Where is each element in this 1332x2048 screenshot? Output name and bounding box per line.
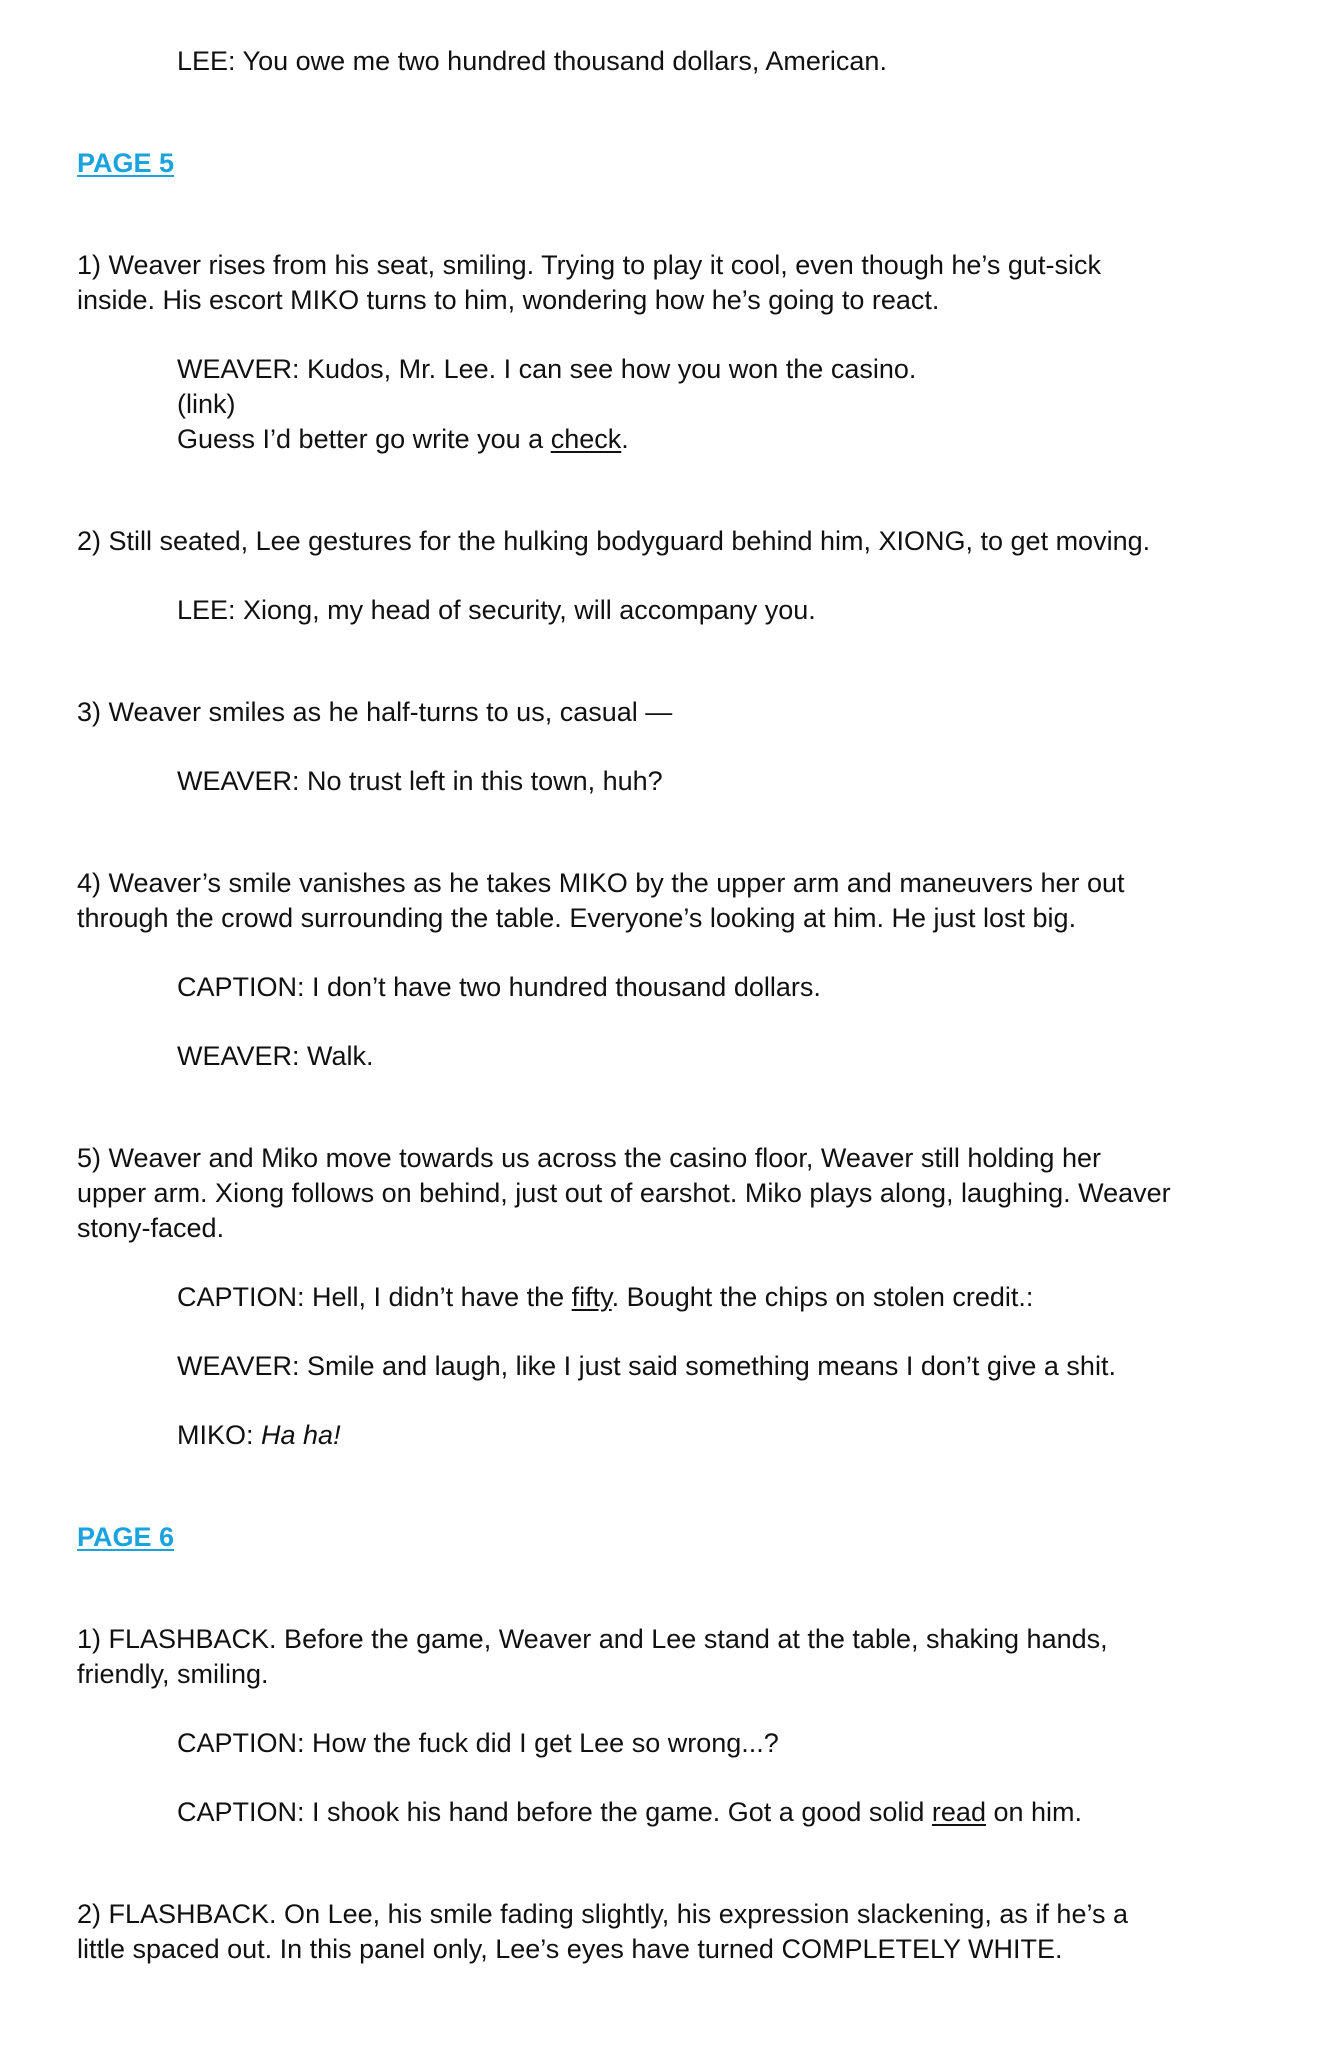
page-5-heading: PAGE 5 (77, 148, 175, 178)
dialogue-line: WEAVER: Smile and laugh, like I just said something means I don’t give a shit. (177, 1351, 1116, 1381)
dialogue-line (177, 1418, 341, 1453)
panel-description: 4) Weaver’s smile vanishes as he takes MIKO by the upper arm and maneuvers her out (77, 868, 1125, 898)
dialogue-line (177, 1795, 1082, 1830)
dialogue-text: Guess I’d better go write you a (177, 424, 551, 454)
dialogue-line: CAPTION: I don’t have two hundred thousand dollars. (177, 972, 821, 1002)
underlined-word: read (931, 1797, 986, 1827)
dialogue-text: CAPTION: Hell, I didn’t have the (177, 1282, 572, 1312)
panel-description: 2) FLASHBACK. On Lee, his smile fading slightly, his expression slackening, as if he’s a (77, 1899, 1128, 1929)
panel-description: 2) Still seated, Lee gestures for the hulking bodyguard behind him, XIONG, to get moving. (77, 526, 1151, 556)
dialogue-text: MIKO: (177, 1420, 262, 1450)
panel-description: 3) Weaver smiles as he half-turns to us, casual — (77, 697, 673, 727)
page-6-heading: PAGE 6 (77, 1522, 175, 1552)
dialogue-line: LEE: You owe me two hundred thousand dollars, American. (177, 46, 887, 76)
dialogue-line: WEAVER: Kudos, Mr. Lee. I can see how you won the casino. (177, 354, 917, 384)
panel-description: upper arm. Xiong follows on behind, just out of earshot. Miko plays along, laughing. Weaver (77, 1178, 1171, 1208)
panel-description: friendly, smiling. (77, 1659, 269, 1689)
dialogue-line: CAPTION: How the fuck did I get Lee so wrong...? (177, 1728, 779, 1758)
panel-description: stony-faced. (77, 1213, 225, 1243)
panel-description: inside. His escort MIKO turns to him, wondering how he’s going to react. (77, 285, 940, 315)
panel-description: 1) Weaver rises from his seat, smiling. Trying to play it cool, even though he’s gut-sick (77, 250, 1101, 280)
dialogue-line (177, 1280, 1033, 1315)
panel-description: 5) Weaver and Miko move towards us across the casino floor, Weaver still holding her (77, 1143, 1101, 1173)
dialogue-line: WEAVER: Walk. (177, 1041, 374, 1071)
panel-description: 1) FLASHBACK. Before the game, Weaver and Lee stand at the table, shaking hands, (77, 1624, 1108, 1654)
italic-dialogue: Ha ha! (261, 1420, 341, 1450)
underlined-word: check (550, 424, 622, 454)
underlined-word: fifty (571, 1282, 612, 1312)
dialogue-line: WEAVER: No trust left in this town, huh? (177, 766, 663, 796)
dialogue-line: LEE: Xiong, my head of security, will accompany you. (177, 595, 816, 625)
dialogue-line: (link) (177, 389, 236, 419)
dialogue-text: . Bought the chips on stolen credit.: (611, 1282, 1034, 1312)
dialogue-text: . (621, 424, 629, 454)
panel-description: little spaced out. In this panel only, Lee’s eyes have turned COMPLETELY WHITE. (77, 1934, 1063, 1964)
panel-description: through the crowd surrounding the table. Everyone’s looking at him. He just lost big. (77, 903, 1077, 933)
dialogue-text: on him. (985, 1797, 1083, 1827)
dialogue-line (177, 422, 629, 457)
dialogue-text: CAPTION: I shook his hand before the game. Got a good solid (177, 1797, 932, 1827)
